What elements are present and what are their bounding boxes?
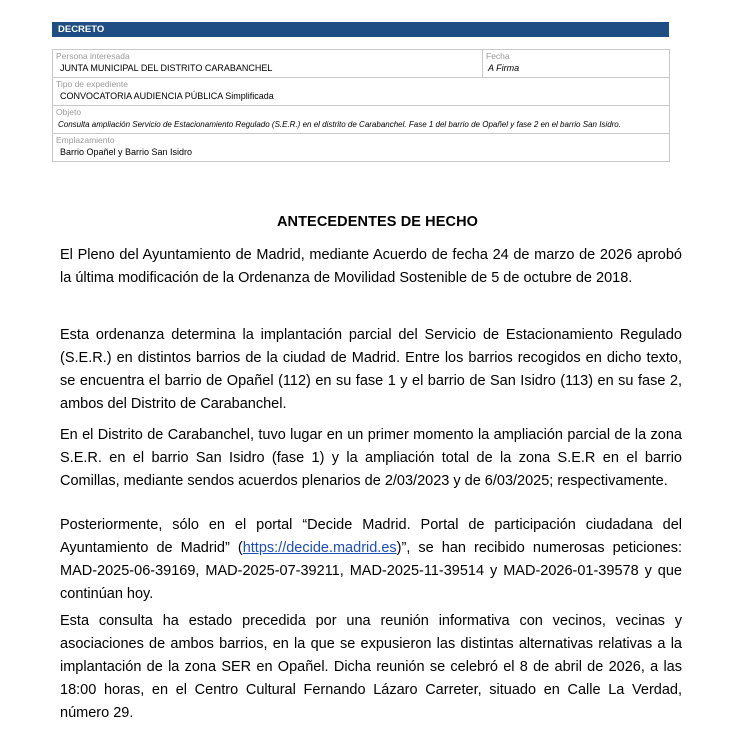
row-emplazamiento — [53, 134, 670, 162]
paragraph-4-text-end: )”, se han recibido numerosas peticiones: MAD-2025-06-39169, MAD-2025-07-39211, MAD-2025-11-39514 y MAD-2026-01-39578 y que continúan hoy. — [60, 540, 682, 602]
paragraph-2: Esta ordenanza determina la implantación parcial del Servicio de Estacionamiento Regulado (S.E.R.) en distintos barrios de la ciudad de Madrid. Entre los barrios recogidos en dicho texto, se encuentra el barrio de Opañel (112) en su fase 1 y el barrio de San Isidro (113) en su fase 2, ambos del Distrito de Carabanchel. — [60, 327, 682, 412]
cell-persona — [53, 50, 483, 78]
row-tipo — [53, 78, 670, 106]
tipo-value: CONVOCATORIA AUDIENCIA PÚBLICA Simplificada — [60, 91, 274, 101]
cell-emplazamiento — [53, 134, 670, 162]
fecha-label: Fecha — [486, 51, 510, 61]
row-persona-fecha — [53, 50, 670, 78]
paragraph-3: En el Distrito de Carabanchel, tuvo lugar en un primer momento la ampliación parcial de la zona S.E.R. en el barrio San Isidro (fase 1) y la ampliación total de la zona S.E.R en el barrio Comillas, mediante sendos acuerdos plenarios de 2/03/2023 y de 6/03/2025; respectivamente. — [60, 427, 682, 489]
cell-fecha — [483, 50, 670, 78]
cell-objeto — [53, 106, 670, 134]
decree-header: DECRETO — [52, 22, 669, 37]
objeto-label: Objeto — [56, 107, 82, 117]
persona-value: JUNTA MUNICIPAL DEL DISTRITO CARABANCHEL — [60, 63, 273, 73]
section-title: ANTECEDENTES DE HECHO — [276, 214, 479, 230]
case-metadata-table — [52, 49, 670, 162]
paragraph-4 — [60, 514, 682, 606]
paragraph-1: El Pleno del Ayuntamiento de Madrid, mediante Acuerdo de fecha 24 de marzo de 2026 aprobó la última modificación de la Ordenanza de Movilidad Sostenible de 5 de octubre de 2018. — [60, 247, 682, 286]
paragraph-5: Esta consulta ha estado precedida por una reunión informativa con vecinos, vecinas y asociaciones de ambos barrios, en la que se expusieron las distintas alternativas relativas a la implantación de la zona SER en Opañel. Dicha reunión se celebró el 8 de abril de 2026, a las 18:00 horas, en el Centro Cultural Fernando Lázaro Carreter, situado en Calle La Verdad, número 29. — [60, 613, 682, 721]
cell-tipo — [53, 78, 670, 106]
paragraph-4-text-start: Posteriormente, sólo en el portal “Decide Madrid. Portal de participación ciudadana del Ayuntamiento de Madrid” ( — [60, 517, 682, 556]
emplazamiento-label: Emplazamiento — [56, 135, 115, 145]
tipo-label: Tipo de expediente — [56, 79, 128, 89]
decide-madrid-link[interactable]: https://decide.madrid.es — [242, 540, 397, 556]
fecha-value: A Firma — [488, 63, 520, 73]
emplazamiento-value: Barrio Opañel y Barrio San Isidro — [60, 147, 193, 157]
persona-label: Persona interesada — [56, 51, 130, 61]
row-objeto — [53, 106, 670, 134]
objeto-value: Consulta ampliación Servicio de Estacionamiento Regulado (S.E.R.) en el distrito de Carabanchel. Fase 1 del barrio de Opañel y fase 2 en el barrio San Isidro. — [58, 120, 621, 129]
